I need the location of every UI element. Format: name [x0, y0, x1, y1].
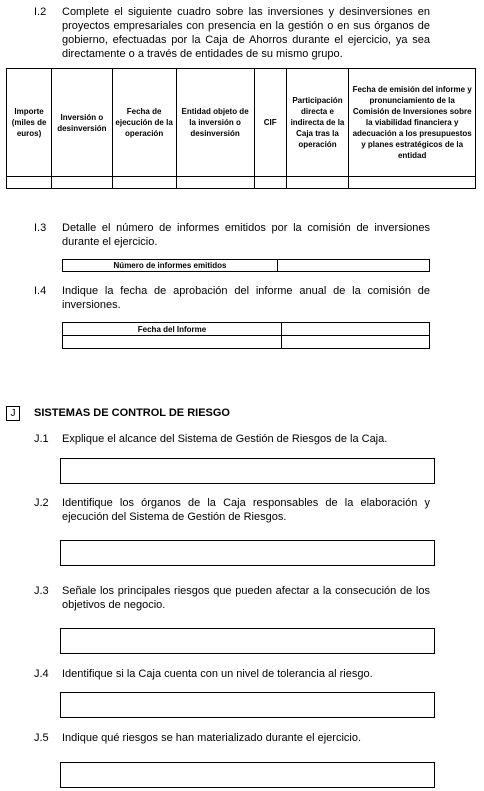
question-number-j3: J.3: [34, 585, 49, 597]
table-cell[interactable]: [7, 177, 52, 189]
question-text-j4: Identifique si la Caja cuenta con un nivel de tolerancia al riesgo.: [62, 668, 373, 680]
col-header-inversion: Inversión o desinversión: [52, 69, 113, 177]
question-text-j3: Señale los principales riesgos que pueden afectar a la consecución de los objetivos de negocio.: [62, 585, 430, 611]
report-date-table: [62, 322, 430, 349]
question-text-i4: Indique la fecha de aprobación del informe anual de la comisión de inversiones.: [62, 285, 430, 311]
question-number-i4: I.4: [34, 285, 47, 297]
question-text-j1: Explique el alcance del Sistema de Gestión de Riesgos de la Caja.: [62, 433, 388, 445]
reports-count-label: Número de informes emitidos: [63, 260, 278, 272]
table-cell[interactable]: [286, 177, 349, 189]
answer-box-j1[interactable]: [60, 458, 435, 484]
table-cell[interactable]: [254, 177, 286, 189]
col-header-entidad: Entidad objeto de la inversión o desinversión: [176, 69, 254, 177]
reports-count-table: [62, 259, 430, 272]
answer-box-j4[interactable]: [60, 692, 435, 718]
question-number-j4: J.4: [34, 668, 49, 680]
question-text-j5: Indique qué riesgos se han materializado durante el ejercicio.: [62, 732, 362, 744]
answer-box-j3[interactable]: [60, 628, 435, 654]
section-letter-badge: J: [6, 406, 20, 421]
report-date-header-cell: [282, 323, 430, 336]
col-header-importe: Importe (miles de euros): [7, 69, 52, 177]
table-cell[interactable]: [176, 177, 254, 189]
col-header-participacion: Participación directa e indirecta de la Caja tras la operación: [286, 69, 349, 177]
table-cell[interactable]: [112, 177, 176, 189]
col-header-fecha-emision: Fecha de emisión del informe y pronunciamiento de la Comisión de Inversiones sobre la viabilidad financiera y adecuación a los presupuestos y planes estratégicos de la entidad: [349, 69, 476, 177]
answer-box-j2[interactable]: [60, 540, 435, 566]
table-row: [7, 177, 476, 189]
question-number-j2: J.2: [34, 497, 49, 509]
col-header-cif: CIF: [254, 69, 286, 177]
report-date-value-2[interactable]: [282, 336, 430, 349]
table-cell[interactable]: [349, 177, 476, 189]
question-number-j5: J.5: [34, 732, 49, 744]
question-number-i3: I.3: [34, 222, 47, 234]
investments-table: [6, 68, 476, 189]
question-number-j1: J.1: [34, 433, 49, 445]
question-text-i3: Detalle el número de informes emitidos por la comisión de inversiones durante el ejercicio.: [62, 222, 430, 248]
report-date-value[interactable]: [63, 336, 282, 349]
question-number-i2: I.2: [34, 6, 47, 18]
table-cell[interactable]: [52, 177, 113, 189]
answer-box-j5[interactable]: [60, 762, 435, 788]
question-text-j2: Identifique los órganos de la Caja responsables de la elaboración y ejecución del Sistema de Gestión de Riesgos.: [62, 497, 430, 523]
col-header-fecha-ejecucion: Fecha de ejecución de la operación: [112, 69, 176, 177]
reports-count-value[interactable]: [278, 260, 430, 272]
question-text-i2: Complete el siguiente cuadro sobre las inversiones y desinversiones en proyectos empresariales con presencia en la gestión o en sus órganos de gobierno, efectuadas por la Caja de Ahorros durante el ejercicio, ya sea directamente o a través de entidades de su mismo grupo.: [62, 6, 430, 60]
report-date-label: Fecha del Informe: [63, 323, 282, 336]
section-title: SISTEMAS DE CONTROL DE RIESGO: [34, 407, 230, 419]
